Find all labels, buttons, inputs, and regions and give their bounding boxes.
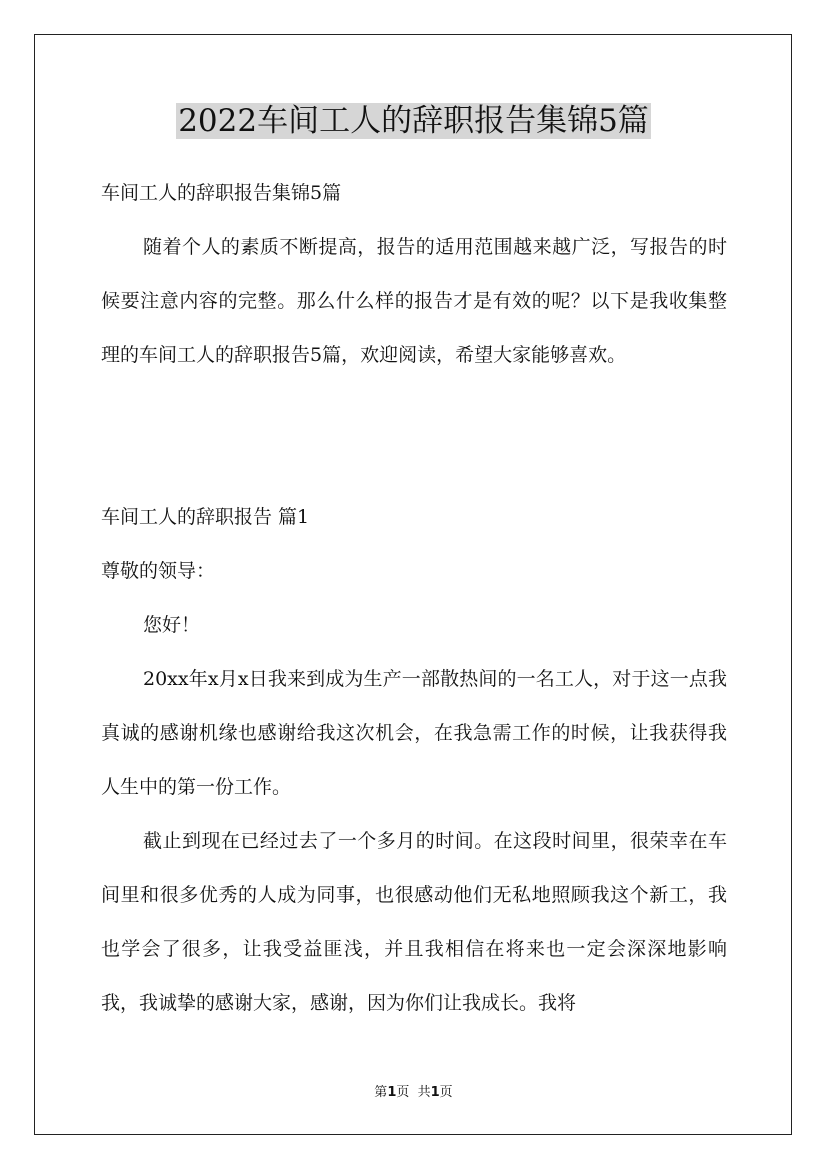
document-title-text: 2022车间工人的辞职报告集锦5篇 xyxy=(178,103,649,139)
document-title xyxy=(0,100,827,142)
body-paragraph-1: 20xx年x月x日我来到成为生产一部散热间的一名工人，对于这一点我真诚的感谢机缘也感谢给我这次机会，在我急需工作的时候，让我获得我人生中的第一份工作。 xyxy=(101,668,727,798)
body-paragraph-2: 截止到现在已经过去了一个多月的时间。在这段时间里，很荣幸在车间里和很多优秀的人成为同事，也很感动他们无私地照顾我这个新工，我也学会了很多，让我受益匪浅，并且我相信在将来也一定会深深地影响我，我诚挚的感谢大家，感谢，因为你们让我成长。我将 xyxy=(101,830,727,1014)
salutation: 尊敬的领导： xyxy=(101,560,216,582)
footer-page-mid: 页 共 xyxy=(396,1085,431,1100)
document-subtitle: 车间工人的辞职报告集锦5篇 xyxy=(101,182,342,204)
section-heading: 车间工人的辞职报告 篇1 xyxy=(101,506,310,528)
footer-page-prefix: 第 xyxy=(374,1085,388,1100)
greeting: 您好！ xyxy=(143,614,201,636)
footer-page-current: 1 xyxy=(387,1085,397,1100)
footer-page-suffix: 页 xyxy=(439,1085,453,1100)
footer-page-total: 1 xyxy=(430,1085,440,1100)
page-footer xyxy=(0,1084,827,1102)
intro-paragraph: 随着个人的素质不断提高，报告的适用范围越来越广泛，写报告的时候要注意内容的完整。那么什么样的报告才是有效的呢？以下是我收集整理的车间工人的辞职报告5篇，欢迎阅读，希望大家能够喜欢。 xyxy=(101,236,727,366)
